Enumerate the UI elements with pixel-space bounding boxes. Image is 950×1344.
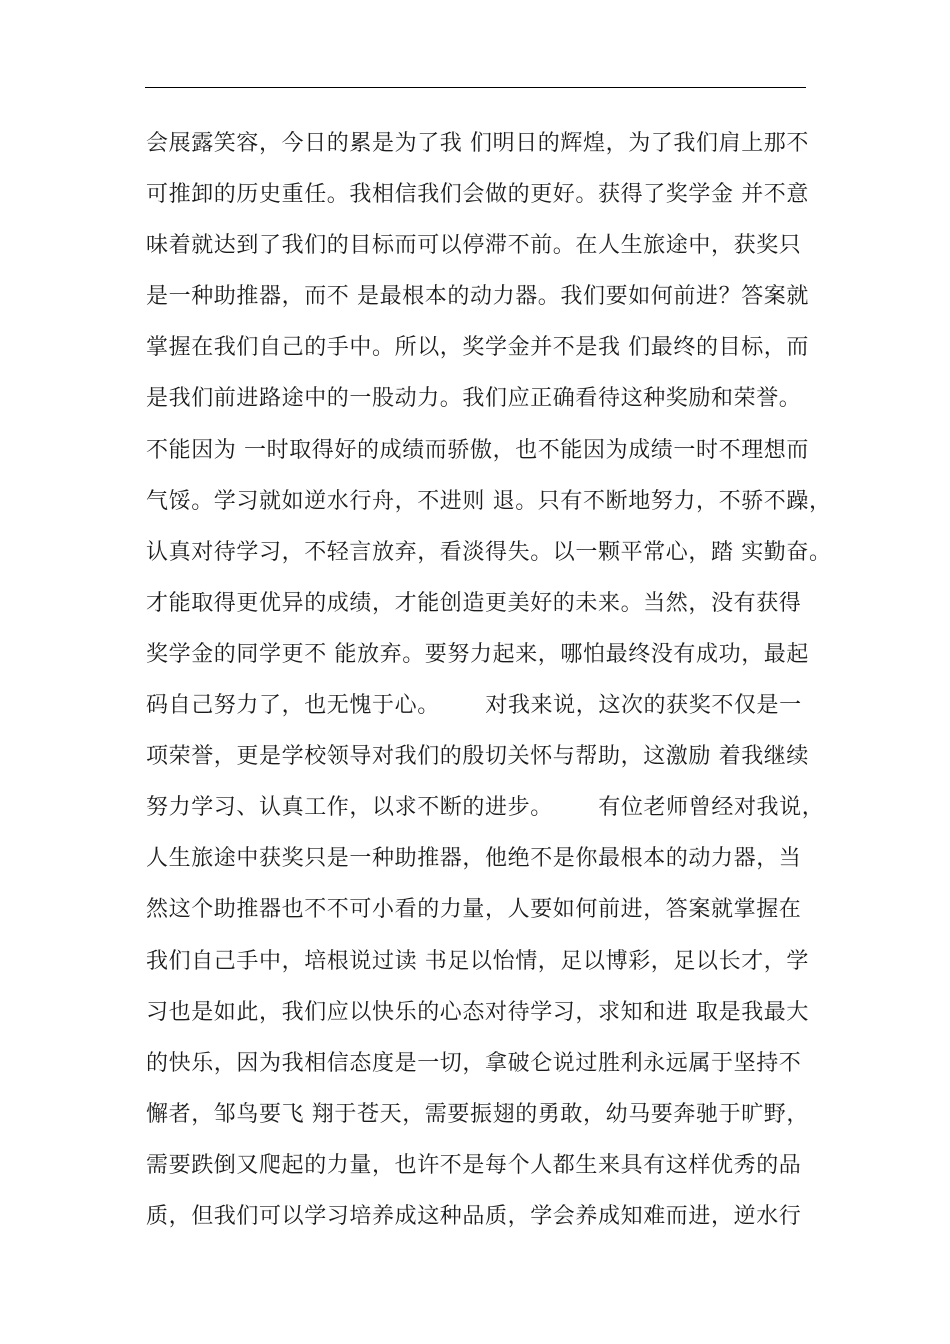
text-line: 然这个助推器也不不可小看的力量，人要如何前进，答案就掌握在 bbox=[146, 897, 802, 923]
text-line: 的快乐，因为我相信态度是一切，拿破仑说过胜利永远属于坚持不 bbox=[146, 1050, 802, 1076]
text-line: 才能取得更优异的成绩，才能创造更美好的未来。当然，没有获得 bbox=[146, 590, 802, 616]
body-text bbox=[146, 118, 832, 1242]
text-line: 认真对待学习，不轻言放弃，看淡得失。以一颗平常心，踏 实勤奋。 bbox=[146, 539, 832, 565]
text-line: 懈者，邹鸟要飞 翔于苍天，需要振翅的勇敢，幼马要奔驰于旷野， bbox=[146, 1101, 809, 1127]
text-line: 可推卸的历史重任。我相信我们会做的更好。获得了奖学金 并不意 bbox=[146, 182, 809, 208]
text-line: 需要跌倒又爬起的力量，也许不是每个人都生来具有这样优秀的品 bbox=[146, 1152, 802, 1178]
text-line: 味着就达到了我们的目标而可以停滞不前。在人生旅途中，获奖只 bbox=[146, 233, 802, 259]
text-line: 是一种助推器，而不 是最根本的动力器。我们要如何前进？答案就 bbox=[146, 284, 809, 310]
text-line: 奖学金的同学更不 能放弃。要努力起来，哪怕最终没有成功，最起 bbox=[146, 641, 809, 667]
text-line: 会展露笑容，今日的累是为了我 们明日的辉煌，为了我们肩上那不 bbox=[146, 131, 809, 156]
text-line: 质，但我们可以学习培养成这种品质，学会养成知难而进，逆水行 bbox=[146, 1203, 802, 1229]
header-divider-line bbox=[145, 87, 806, 88]
text-line: 不能因为 一时取得好的成绩而骄傲，也不能因为成绩一时不理想而 bbox=[146, 437, 809, 463]
text-line: 人生旅途中获奖只是一种助推器，他绝不是你最根本的动力器，当 bbox=[146, 846, 802, 872]
text-line: 掌握在我们自己的手中。所以，奖学金并不是我 们最终的目标，而 bbox=[146, 335, 809, 361]
text-line: 气馁。学习就如逆水行舟，不进则 退。只有不断地努力，不骄不躁， bbox=[146, 488, 832, 514]
text-line: 是我们前进路途中的一股动力。我们应正确看待这种奖励和荣誉。 bbox=[146, 386, 802, 412]
text-line: 习也是如此，我们应以快乐的心态对待学习，求知和进 取是我最大 bbox=[146, 999, 809, 1025]
text-line: 我们自己手中，培根说过读 书足以怡情，足以博彩，足以长才，学 bbox=[146, 948, 809, 974]
text-line: 项荣誉，更是学校领导对我们的殷切关怀与帮助，这激励 着我继续 bbox=[146, 744, 809, 770]
text-line: 码自己努力了，也无愧于心。 对我来说，这次的获奖不仅是一 bbox=[146, 693, 802, 719]
text-line: 努力学习、认真工作，以求不断的进步。 有位老师曾经对我说， bbox=[146, 795, 825, 821]
